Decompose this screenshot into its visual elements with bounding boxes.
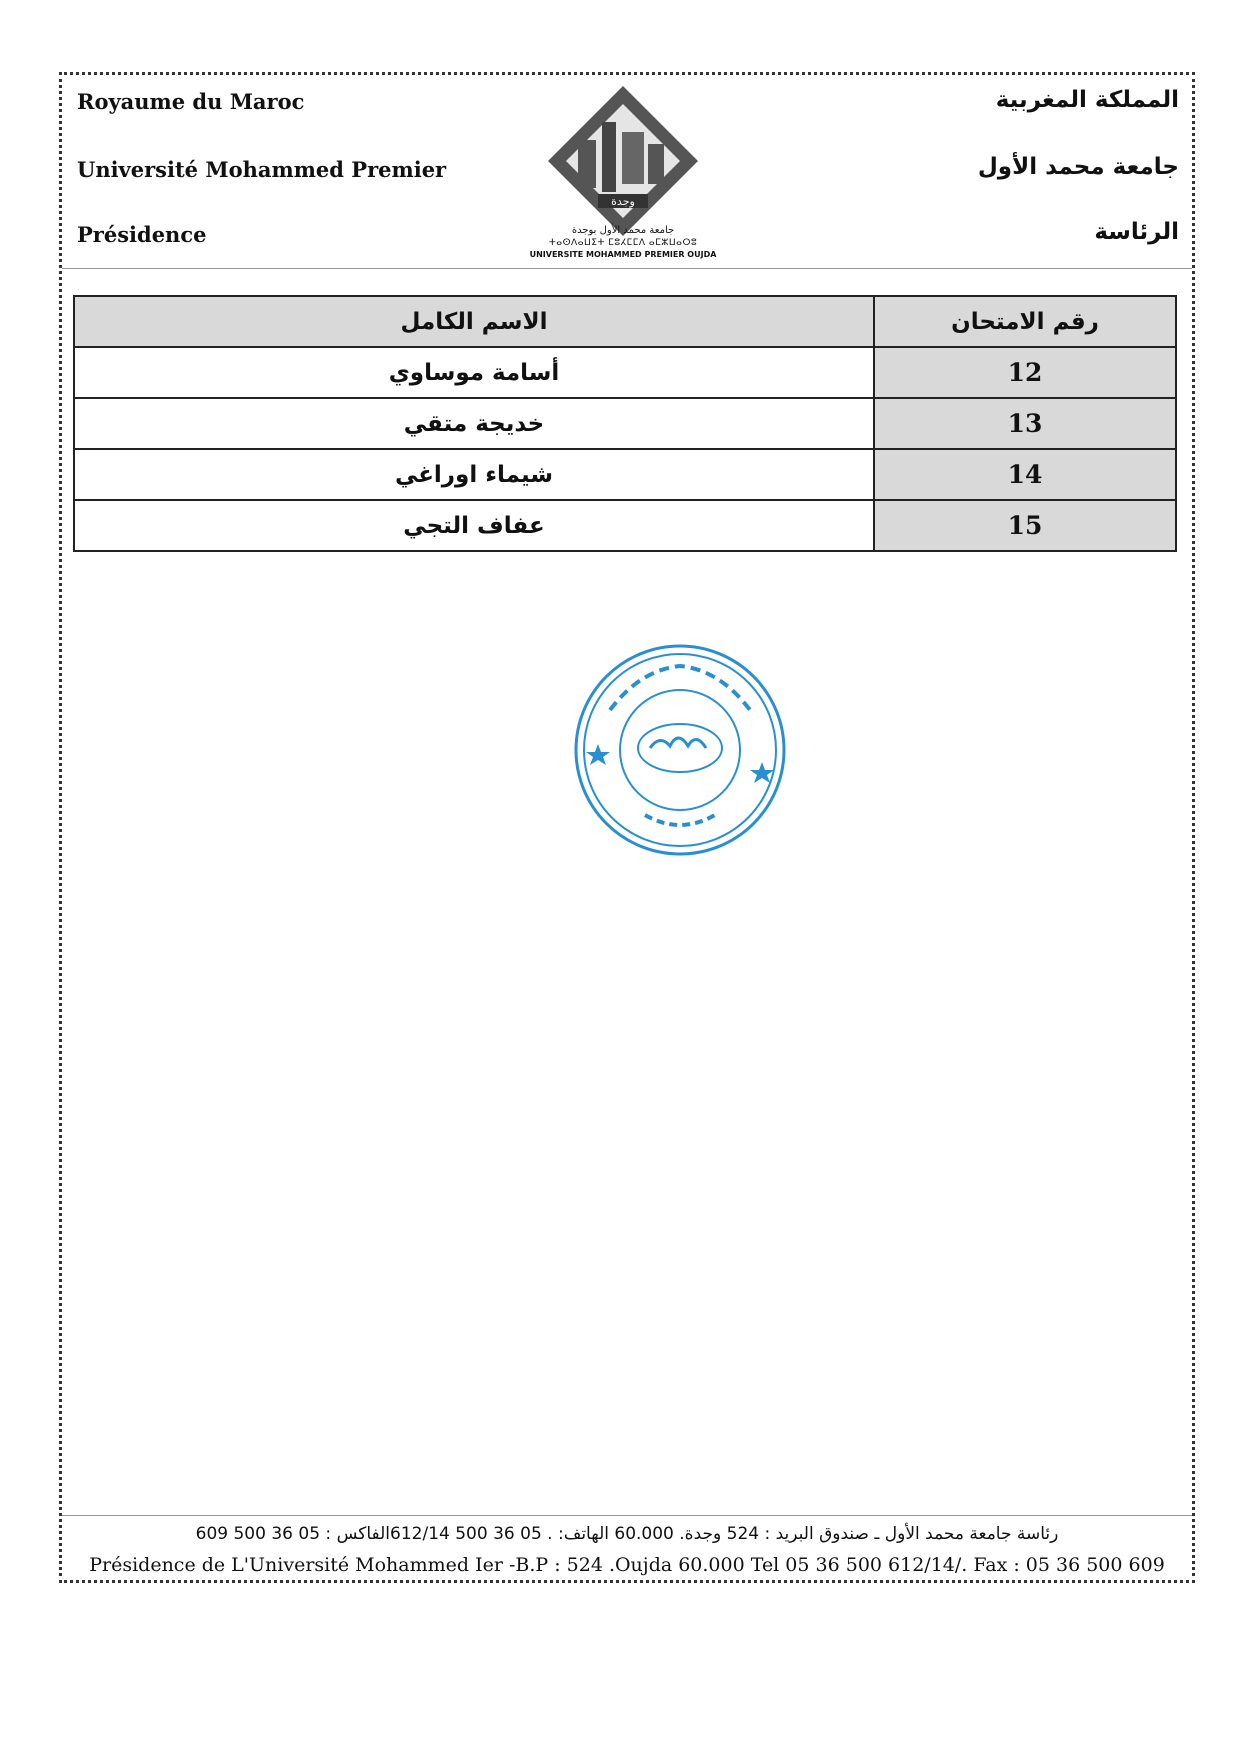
header-ar-presidency: الرئاسة (1094, 219, 1179, 245)
footer-address-ar: رئاسة جامعة محمد الأول ـ صندوق البريد : 524 وجدة. 60.000 الهاتف: . 05 36 500 612/14الفاكس : 05 36 500 609 (195, 1524, 1059, 1544)
logo-caption-tifinagh: ⵜⴰⵙⴷⴰⵡⵉⵜ ⵎⵓⵃⵎⵎⴷ ⴰⵎⵣⵡⴰⵔⵓ (548, 238, 698, 248)
logo-caption-ar: جامعة محمد الأول بوجدة (571, 225, 675, 236)
exam-number-cell: 15 (874, 500, 1176, 551)
full-name-cell: أسامة موساوي (74, 347, 874, 398)
exam-list-table (73, 295, 1177, 552)
header-fr-presidency: Présidence (77, 222, 207, 247)
table-header-row (74, 296, 1176, 347)
logo-caption-fr: UNIVERSITE MOHAMMED PREMIER OUJDA (529, 250, 717, 259)
full-name-cell: شيماء اوراغي (74, 449, 874, 500)
table-row (74, 500, 1176, 551)
logo-mark-text: وجدة (611, 195, 635, 208)
exam-number-cell: 12 (874, 347, 1176, 398)
header-ar-kingdom: المملكة المغربية (995, 87, 1179, 113)
full-name-cell: عفاف التجي (74, 500, 874, 551)
exam-number-cell: 14 (874, 449, 1176, 500)
table-row (74, 449, 1176, 500)
footer-address-fr: Présidence de L'Université Mohammed Ier -B.P : 524 .Oujda 60.000 Tel 05 36 500 612/14/. Fax : 05 36 500 609 (89, 1554, 1165, 1576)
table-row (74, 398, 1176, 449)
header-fr-university: Université Mohammed Premier (77, 157, 447, 182)
col-header-exam-number: رقم الامتحان (874, 296, 1176, 347)
footer-divider (62, 1515, 1192, 1516)
header-divider (62, 268, 1192, 269)
presidency-stamp-icon (570, 640, 790, 860)
exam-number-cell: 13 (874, 398, 1176, 449)
header-fr-kingdom: Royaume du Maroc (77, 89, 305, 114)
table-row (74, 347, 1176, 398)
university-logo-icon (538, 82, 708, 264)
full-name-cell: خديجة متقي (74, 398, 874, 449)
header-ar-university: جامعة محمد الأول (977, 154, 1179, 180)
col-header-full-name: الاسم الكامل (74, 296, 874, 347)
